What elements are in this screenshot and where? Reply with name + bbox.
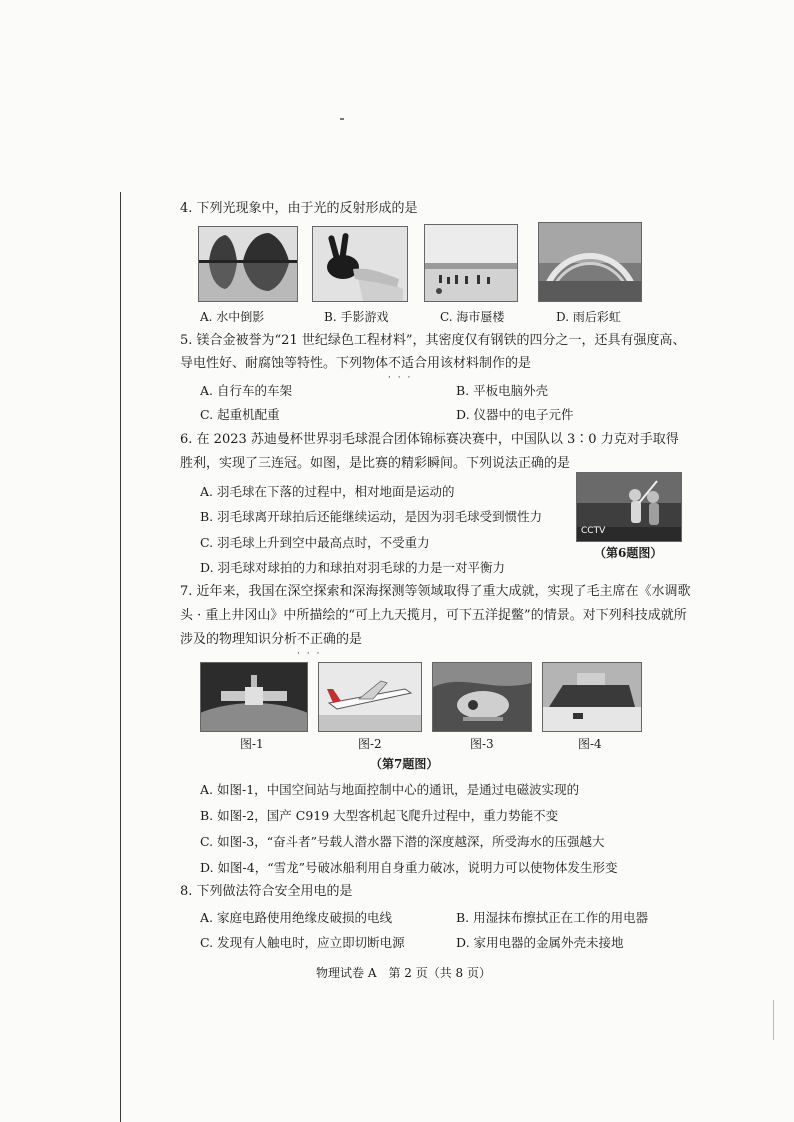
q7-option-d: D. 如图-4，“雪龙”号破冰船利用自身重力破冰，说明力可以使物体发生形变 bbox=[200, 860, 618, 875]
q8-stem: 8. 下列做法符合安全用电的是 bbox=[180, 884, 353, 899]
q6-option-d: D. 羽毛球对球拍的力和球拍对羽毛球的力是一对平衡力 bbox=[200, 560, 506, 575]
q4-option-b: B. 手影游戏 bbox=[324, 310, 389, 324]
q5-stem-line2 bbox=[180, 355, 531, 372]
q6-stem-line2: 胜利，实现了三连冠。如图，是比赛的精彩瞬间。下列说法正确的是 bbox=[180, 456, 571, 471]
q6-photo-watermark: CCTV bbox=[581, 526, 606, 536]
q5-option-c: C. 起重机配重 bbox=[200, 407, 280, 422]
q8-option-d: D. 家用电器的金属外壳未接地 bbox=[456, 935, 624, 950]
q7-emphasis: 不正确 · · · bbox=[297, 632, 336, 647]
q8-option-a: A. 家庭电路使用绝缘皮破损的电线 bbox=[200, 910, 392, 925]
q4-photo-rainbow bbox=[538, 222, 642, 302]
q7-option-c: C. 如图-3，“奋斗者”号载人潜水器下潜的深度越深，所受海水的压强越大 bbox=[200, 834, 605, 849]
q8-option-b: B. 用湿抹布擦拭正在工作的用电器 bbox=[456, 910, 649, 925]
q5-option-b: B. 平板电脑外壳 bbox=[456, 383, 549, 398]
q7-line3-after: 的是 bbox=[336, 632, 363, 647]
q4-photo-reflection bbox=[198, 226, 298, 302]
q7-stem-line3 bbox=[180, 631, 362, 648]
q7-figure-4-label: 图-4 bbox=[578, 737, 602, 751]
q7-option-a: A. 如图-1，中国空间站与地面控制中心的通讯，是通过电磁波实现的 bbox=[200, 782, 580, 797]
q4-stem: 4. 下列光现象中，由于光的反射形成的是 bbox=[180, 201, 418, 216]
q6-option-a: A. 羽毛球在下落的过程中，相对地面是运动的 bbox=[200, 484, 455, 499]
q6-option-b: B. 羽毛球离开球拍后还能继续运动，是因为羽毛球受到惯性力 bbox=[200, 509, 543, 524]
q5-option-d: D. 仪器中的电子元件 bbox=[456, 407, 574, 422]
q7-photo-submersible bbox=[432, 662, 532, 732]
q7-figure-3-label: 图-3 bbox=[470, 737, 494, 751]
q7-line3-before: 涉及的物理知识分析 bbox=[180, 632, 298, 647]
q4-option-d: D. 雨后彩虹 bbox=[556, 310, 621, 324]
q7-option-b: B. 如图-2，国产 C919 大型客机起飞爬升过程中，重力势能不变 bbox=[200, 808, 559, 823]
q4-photo-mirage bbox=[424, 224, 518, 302]
q6-option-c: C. 羽毛球上升到空中最高点时，不受重力 bbox=[200, 535, 430, 550]
q6-photo-badminton bbox=[576, 472, 682, 542]
q5-option-a: A. 自行车的车架 bbox=[200, 383, 292, 398]
q7-photo-icebreaker bbox=[542, 662, 642, 732]
page-footer: 物理试卷 A 第 2 页（共 8 页） bbox=[316, 966, 492, 980]
q6-figure-label: （第6题图） bbox=[594, 546, 663, 560]
q7-stem-line2: 头 · 重上井冈山》中所描绘的“可上九天揽月，可下五洋捉鳖”的情景。对下列科技成就所 bbox=[180, 608, 687, 623]
q4-option-c: C. 海市蜃楼 bbox=[440, 310, 505, 324]
q8-option-c: C. 发现有人触电时，应立即切断电源 bbox=[200, 935, 405, 950]
q6-stem-line1: 6. 在 2023 苏迪曼杯世界羽毛球混合团体锦标赛决赛中，中国队以 3∶0 力克对手取得 bbox=[180, 432, 679, 447]
q5-stem-line1: 5. 镁合金被誉为“21 世纪绿色工程材料”，其密度仅有钢铁的四分之一，还具有强度高、 bbox=[180, 333, 686, 348]
q4-photo-shadow-play bbox=[312, 226, 408, 302]
q7-figure-label: （第7题图） bbox=[370, 757, 439, 771]
q7-figure-2-label: 图-2 bbox=[358, 737, 382, 751]
q4-option-a: A. 水中倒影 bbox=[200, 310, 265, 324]
q7-stem-line1: 7. 近年来，我国在深空探索和深海探测等领域取得了重大成就，实现了毛主席在《水调歌 bbox=[180, 584, 691, 599]
q7-photo-c919 bbox=[318, 662, 422, 732]
q5-line2-before: 导电性好、耐腐蚀等特性。下列物体 bbox=[180, 356, 389, 371]
q5-emphasis: 不适合 · · · bbox=[388, 356, 427, 371]
q7-figure-1-label: 图-1 bbox=[240, 737, 264, 751]
q7-photo-space-station bbox=[200, 662, 308, 732]
q5-line2-after: 用该材料制作的是 bbox=[427, 356, 532, 371]
